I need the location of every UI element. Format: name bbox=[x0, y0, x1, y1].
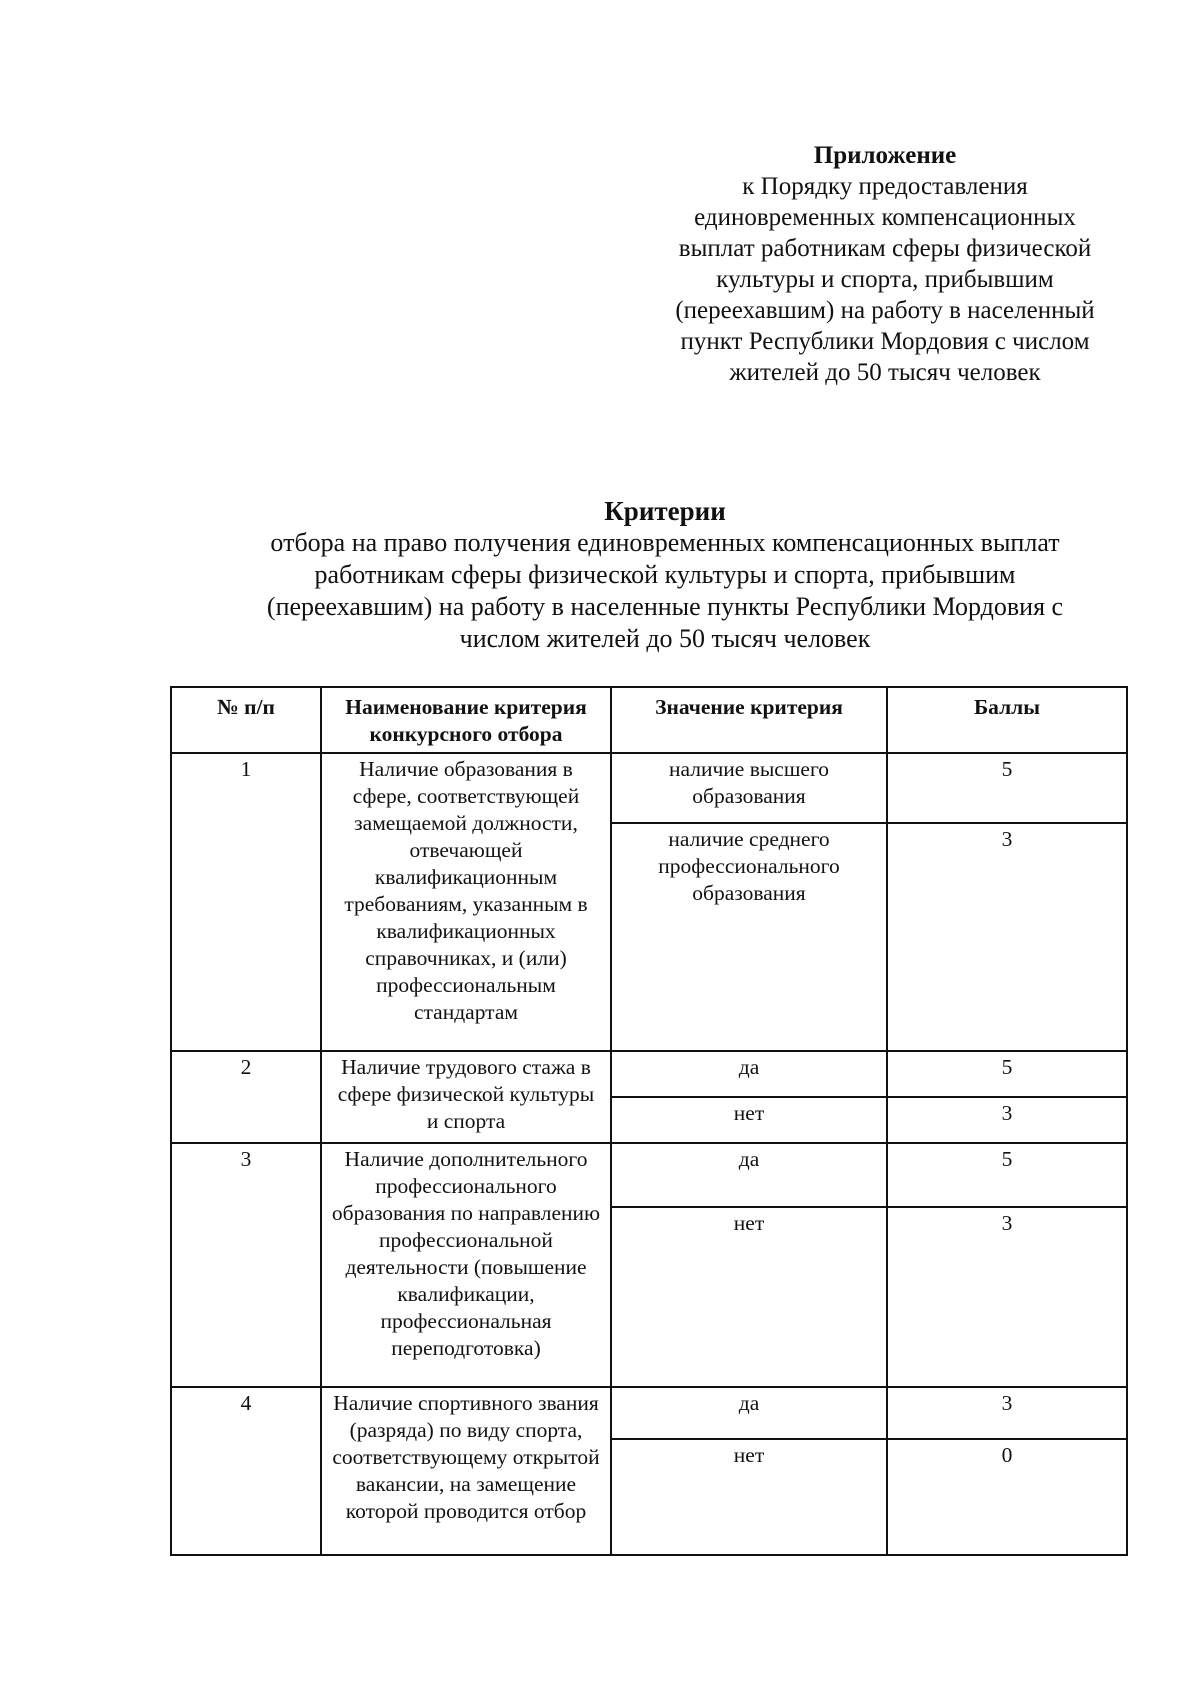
row-option-value: наличие среднего профессионального образования bbox=[611, 823, 887, 1051]
annex-block bbox=[640, 140, 1130, 388]
criteria-heading bbox=[200, 495, 1130, 655]
criteria-subtitle-line: (переехавшим) на работу в населенные пункты Республики Мордовия с bbox=[266, 592, 1064, 621]
table-row bbox=[171, 1051, 1127, 1097]
row-criterion-name: Наличие образования в сфере, соответствующей замещаемой должности, отвечающей квалификационным требованиям, указанным в квалификационных справочниках, и (или) профессиональным стандартам bbox=[321, 753, 611, 1051]
row-num: 4 bbox=[171, 1387, 321, 1555]
row-criterion-name: Наличие спортивного звания (разряда) по виду спорта, соответствующему открытой вакансии, на замещение которой проводится отбор bbox=[321, 1387, 611, 1555]
annex-line: пункт Республики Мордовия с числом bbox=[680, 328, 1090, 355]
row-option-points: 3 bbox=[887, 1387, 1127, 1439]
row-option-value: да bbox=[611, 1387, 887, 1439]
criteria-subtitle-line: числом жителей до 50 тысяч человек bbox=[459, 624, 871, 653]
table-row bbox=[171, 1143, 1127, 1207]
row-option-points: 0 bbox=[887, 1439, 1127, 1555]
row-num: 1 bbox=[171, 753, 321, 1051]
row-num: 2 bbox=[171, 1051, 321, 1143]
row-criterion-name: Наличие дополнительного профессионального образования по направлению профессиональной деятельности (повышение квалификации, профессиональная переподготовка) bbox=[321, 1143, 611, 1387]
annex-line: выплат работникам сферы физической bbox=[678, 235, 1092, 262]
row-criterion-name: Наличие трудового стажа в сфере физической культуры и спорта bbox=[321, 1051, 611, 1143]
row-option-points: 5 bbox=[887, 1051, 1127, 1097]
row-option-points: 3 bbox=[887, 1207, 1127, 1387]
row-option-value: наличие высшего образования bbox=[611, 753, 887, 823]
row-option-points: 3 bbox=[887, 1097, 1127, 1143]
header-value: Значение критерия bbox=[611, 687, 887, 753]
annex-line: единовременных компенсационных bbox=[694, 204, 1076, 231]
header-name: Наименование критерия конкурсного отбора bbox=[321, 687, 611, 753]
row-option-value: да bbox=[611, 1051, 887, 1097]
header-points: Баллы bbox=[887, 687, 1127, 753]
annex-line: культуры и спорта, прибывшим bbox=[716, 266, 1054, 293]
criteria-subtitle-line: отбора на право получения единовременных компенсационных выплат bbox=[270, 528, 1060, 557]
annex-line: к Порядку предоставления bbox=[742, 173, 1028, 200]
row-option-points: 5 bbox=[887, 753, 1127, 823]
table-row bbox=[171, 1387, 1127, 1439]
row-option-points: 3 bbox=[887, 823, 1127, 1051]
criteria-subtitle-line: работникам сферы физической культуры и спорта, прибывшим bbox=[314, 560, 1016, 589]
row-num: 3 bbox=[171, 1143, 321, 1387]
annex-line: (переехавшим) на работу в населенный bbox=[675, 297, 1095, 324]
row-option-value: нет bbox=[611, 1207, 887, 1387]
criteria-table bbox=[170, 686, 1128, 1556]
row-option-value: нет bbox=[611, 1439, 887, 1555]
header-num: № п/п bbox=[171, 687, 321, 753]
annex-title: Приложение bbox=[813, 142, 957, 169]
row-option-value: да bbox=[611, 1143, 887, 1207]
table-row bbox=[171, 753, 1127, 823]
row-option-points: 5 bbox=[887, 1143, 1127, 1207]
table-header-row bbox=[171, 687, 1127, 753]
annex-line: жителей до 50 тысяч человек bbox=[729, 359, 1041, 386]
row-option-value: нет bbox=[611, 1097, 887, 1143]
criteria-title: Критерии bbox=[604, 496, 726, 526]
